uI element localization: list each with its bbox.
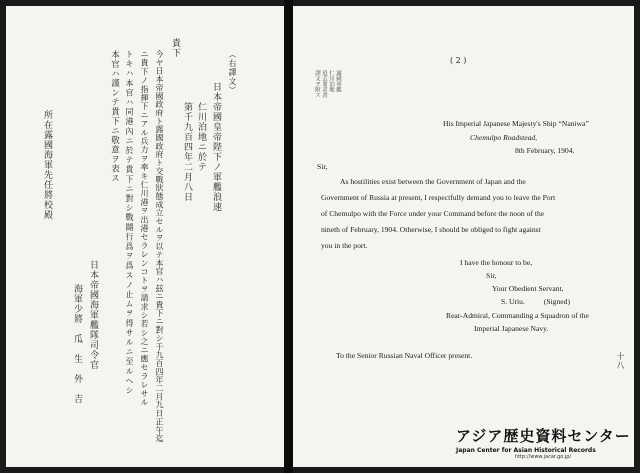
left-page-japanese-translation (6, 6, 284, 467)
logo-url-text: http://www.jacar.go.jp/ (514, 454, 572, 460)
sender-name: 海軍少將 瓜 生 外 吉 (72, 284, 82, 404)
letter-body-line-1: As hostilities exist between the Government of Japan and the (340, 177, 526, 186)
ship-header-line: His Imperial Japanese Majesty's Ship “Naniwa” (443, 119, 589, 128)
location-line: 仁川泊地ニ於テ (196, 102, 206, 172)
closing-line-1: I have the honour to be, (460, 258, 533, 267)
stamp-line-2: 仁川泊地 (328, 70, 335, 92)
stamp-line-1: 露國軍艦 (335, 70, 342, 92)
stamp-line-4: 譯文ヲ附ス (314, 70, 321, 98)
roadstead-line: Chemulpo Roadstead, (470, 133, 538, 142)
recipient-line: 所在露國海軍先任將校殿 (42, 110, 52, 220)
right-page-english-letter (293, 6, 634, 467)
body-line-3: トキハ本官ハ同港內ニ於テ貴下ニ對シ戰鬪行爲ヲ爲スノ止ムヲ得サルニ至ルヘシ (125, 50, 134, 396)
letter-body-line-5: you in the port. (321, 241, 368, 250)
addressee-line: 日本帝國皇帝陛下ノ軍艦浪速 (211, 82, 221, 212)
recipient-line-english: To the Senior Russian Naval Officer present. (336, 351, 473, 360)
translation-label: （右譯文） (228, 50, 237, 95)
body-line-1: 今ヤ日本帝國政府ト露國政府ト交戰狀態成立セルヲ以テ本官ハ玆ニ貴下ニ對シ千九百四年二月九日正午迄 (155, 50, 164, 443)
body-line-2: ニ貴下ノ指揮下ニアル兵力ヲ率キ仁川港ヲ出港セラレンコトヲ請求シ若シ之ニ應セラレサル (140, 50, 149, 407)
sender-organization: 日本帝國海軍艦隊司令官 (88, 260, 98, 370)
date-line: 第千九百四年二月八日 (182, 102, 192, 202)
jacar-logo (456, 425, 630, 463)
letter-body-line-3: of Chemulpo with the Force under your Command before the noon of the (321, 209, 545, 218)
letter-salutation: Sir, (317, 162, 328, 171)
letter-body-line-2: Government of Russia at present, I respectfully demand you to leave the Port (321, 193, 556, 202)
signatory-title-line-2: Imperial Japanese Navy. (474, 324, 549, 333)
signatory-title-line-1: Rear-Admiral, Commanding a Squadron of the (446, 311, 589, 320)
body-line-4: 本官ハ謹ンテ貴下ニ敬意ヲ表ス (109, 50, 120, 183)
logo-japanese-text: アジア歴史資料センター (456, 427, 631, 445)
book-gutter (284, 0, 293, 473)
side-page-mark: 十八 (616, 352, 625, 370)
stamp-line-3: 退去要求書 (321, 70, 328, 98)
signature-line: S. Uriu. (Signed) (501, 297, 570, 306)
letter-body-line-4: nineth of February, 1904. Otherwise, I should be obliged to fight against (321, 225, 541, 234)
page-number: ( 2 ) (450, 56, 467, 65)
closing-line-3: Your Obedient Servant, (492, 284, 564, 293)
letter-date: 8th February, 1904. (515, 146, 575, 155)
salutation-line: 貴下 (170, 38, 180, 58)
closing-line-2: Sir, (486, 271, 497, 280)
logo-english-text: Japan Center for Asian Historical Records (456, 447, 596, 454)
